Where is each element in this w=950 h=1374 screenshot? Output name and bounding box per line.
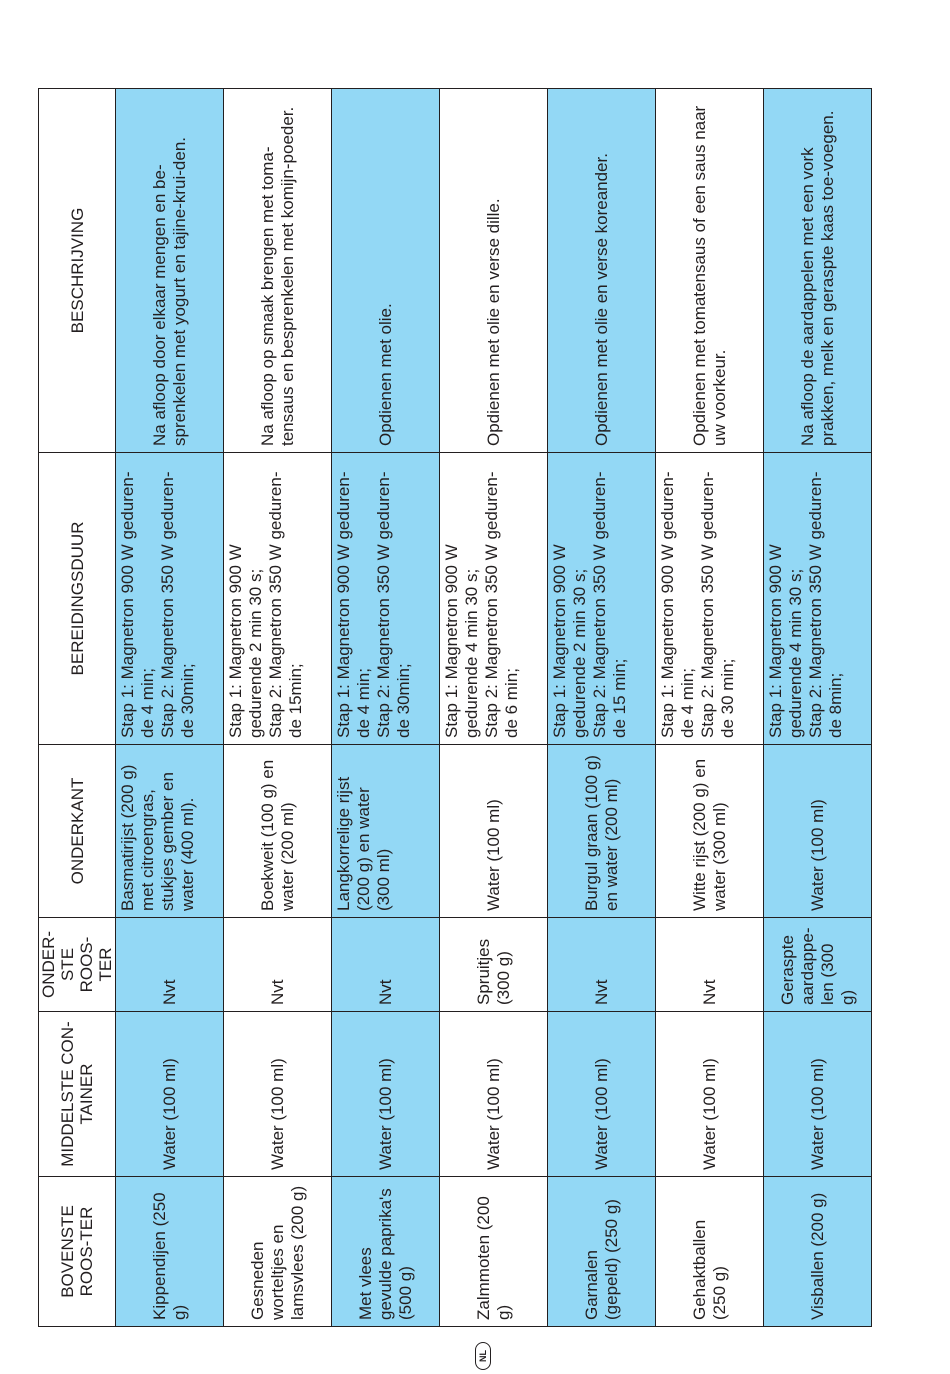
duration-step-2: Stap 2: Magnetron 350 W geduren-de 30min;	[158, 471, 197, 738]
cell-lower-rack: Nvt	[224, 918, 332, 1012]
header-middle-container: MIDDELSTE CON-TAINER	[39, 1012, 116, 1177]
cell-bottom: Witte rijst (200 g) en water (300 ml)	[656, 745, 764, 918]
cell-description: Na afloop door elkaar mengen en be-sprenkelen met yogurt en tajine-krui-den.	[116, 89, 224, 453]
cell-duration	[764, 453, 872, 745]
header-row	[39, 89, 116, 1327]
cell-lower-rack: Nvt	[116, 918, 224, 1012]
table-row	[764, 89, 872, 1327]
cell-middle-container: Water (100 ml)	[116, 1012, 224, 1177]
cell-duration	[224, 453, 332, 745]
cell-top-rack: Gehaktballen (250 g)	[656, 1177, 764, 1327]
cell-middle-container: Water (100 ml)	[440, 1012, 548, 1177]
cell-duration	[332, 453, 440, 745]
cell-duration	[656, 453, 764, 745]
header-top-rack: BOVENSTE ROOS-TER	[39, 1177, 116, 1327]
duration-step-1: Stap 1: Magnetron 900 W gedurende 2 min 30 s;	[226, 544, 265, 738]
cell-description: Opdienen met olie en verse koreander.	[548, 89, 656, 453]
cell-top-rack: Garnalen (gepeld) (250 g)	[548, 1177, 656, 1327]
duration-step-2: Stap 2: Magnetron 350 W geduren-de 15 min;	[590, 471, 629, 738]
cell-top-rack: Gesneden worteltjes en lamsvlees (200 g)	[224, 1177, 332, 1327]
cooking-table	[38, 88, 872, 1327]
table-row	[656, 89, 764, 1327]
cell-description: Na afloop de aardappelen met een vork prakken, melk en geraspte kaas toe-voegen.	[764, 89, 872, 453]
cell-lower-rack: Geraspte aardappe-len (300 g)	[764, 918, 872, 1012]
duration-step-1: Stap 1: Magnetron 900 W gedurende 4 min 30 s;	[766, 544, 805, 738]
cell-description: Opdienen met tomatensaus of een saus naar uw voorkeur.	[656, 89, 764, 453]
cell-middle-container: Water (100 ml)	[764, 1012, 872, 1177]
cell-bottom: Water (100 ml)	[440, 745, 548, 918]
cell-top-rack: Visballen (200 g)	[764, 1177, 872, 1327]
duration-step-2: Stap 2: Magnetron 350 W geduren-de 30 min;	[698, 471, 737, 738]
cell-description: Opdienen met olie en verse dille.	[440, 89, 548, 453]
cell-duration	[440, 453, 548, 745]
duration-step-1: Stap 1: Magnetron 900 W gedurende 4 min 30 s;	[442, 544, 481, 738]
header-duration: BEREIDINGSDUUR	[39, 453, 116, 745]
language-badge: NL	[475, 1342, 491, 1370]
duration-step-2: Stap 2: Magnetron 350 W geduren-de 30min;	[374, 471, 413, 738]
cell-lower-rack: Nvt	[548, 918, 656, 1012]
cell-middle-container: Water (100 ml)	[656, 1012, 764, 1177]
table-row	[332, 89, 440, 1327]
cell-middle-container: Water (100 ml)	[224, 1012, 332, 1177]
table-row	[224, 89, 332, 1327]
cell-middle-container: Water (100 ml)	[548, 1012, 656, 1177]
rotated-table-wrapper	[38, 89, 859, 1327]
cell-lower-rack: Nvt	[656, 918, 764, 1012]
cell-duration	[548, 453, 656, 745]
cell-lower-rack: Spruitjes (300 g)	[440, 918, 548, 1012]
header-lower-rack: ONDER-STE ROOS-TER	[39, 918, 116, 1012]
duration-step-2: Stap 2: Magnetron 350 W geduren-de 6 min;	[482, 471, 521, 738]
cell-bottom: Boekweit (100 g) en water (200 ml)	[224, 745, 332, 918]
cell-bottom: Water (100 ml)	[764, 745, 872, 918]
cell-bottom: Basmatirijst (200 g) met citroengras, stukjes gember en water (400 ml).	[116, 745, 224, 918]
duration-step-1: Stap 1: Magnetron 900 W geduren-de 4 min;	[658, 471, 697, 738]
cell-description: Na afloop op smaak brengen met toma-tensaus en besprenkelen met komijn-poeder.	[224, 89, 332, 453]
cell-top-rack: Zalmmoten (200 g)	[440, 1177, 548, 1327]
header-description: BESCHRIJVING	[39, 89, 116, 453]
duration-step-1: Stap 1: Magnetron 900 W geduren-de 4 min;	[118, 471, 157, 738]
cell-top-rack: Kippendijen (250 g)	[116, 1177, 224, 1327]
cell-description: Opdienen met olie.	[332, 89, 440, 453]
cell-bottom: Langkorrelige rijst (200 g) en water (300 ml)	[332, 745, 440, 918]
cell-bottom: Burgul graan (100 g) en water (200 ml)	[548, 745, 656, 918]
table-row	[548, 89, 656, 1327]
duration-step-2: Stap 2: Magnetron 350 W geduren-de 15min;	[266, 471, 305, 738]
cell-duration	[116, 453, 224, 745]
cell-middle-container: Water (100 ml)	[332, 1012, 440, 1177]
table-row	[440, 89, 548, 1327]
cell-lower-rack: Nvt	[332, 918, 440, 1012]
duration-step-1: Stap 1: Magnetron 900 W gedurende 2 min 30 s;	[550, 544, 589, 738]
duration-step-1: Stap 1: Magnetron 900 W geduren-de 4 min;	[334, 471, 373, 738]
header-bottom: ONDERKANT	[39, 745, 116, 918]
cell-top-rack: Met vlees gevulde paprika's (500 g)	[332, 1177, 440, 1327]
duration-step-2: Stap 2: Magnetron 350 W geduren-de 8min;	[806, 471, 845, 738]
table-row	[116, 89, 224, 1327]
